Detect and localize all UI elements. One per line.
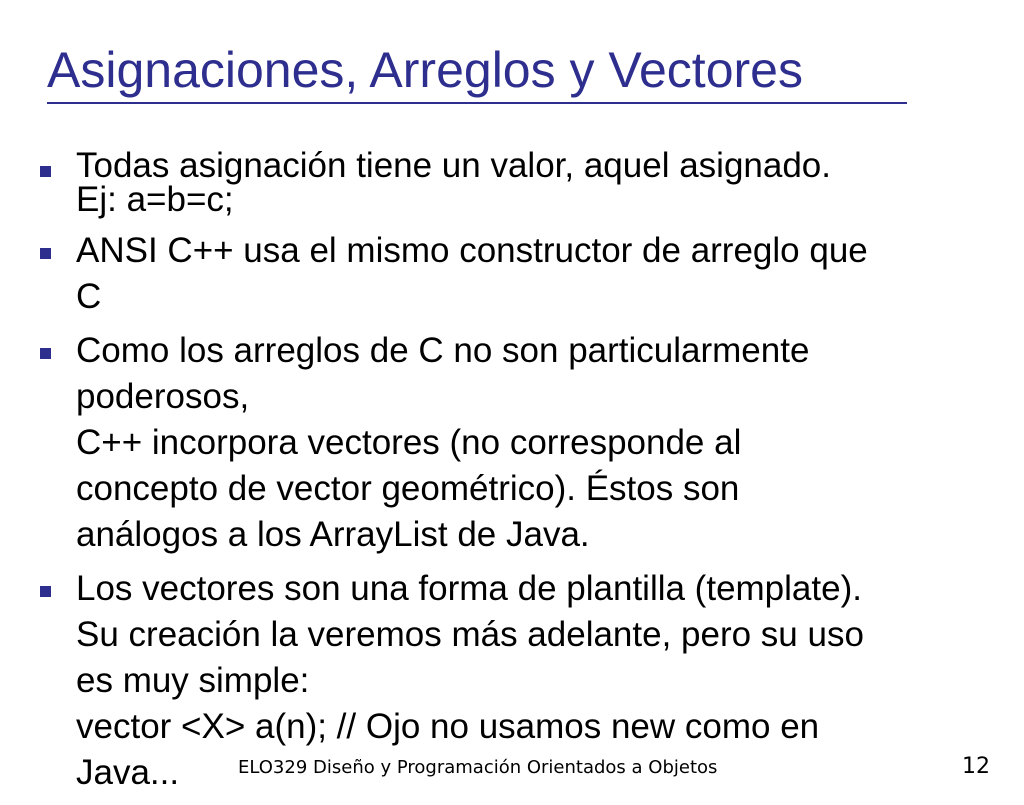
bullet-line: es muy simple: (76, 661, 310, 700)
title-underline (47, 102, 907, 104)
bullet-item (38, 328, 1008, 558)
bullet-line: Como los arreglos de C no son particularmente (76, 331, 810, 370)
bullet-line: poderosos, (76, 377, 250, 416)
bullet-line: Todas asignación tiene un valor, aquel asignado. (76, 146, 831, 185)
bullet-line: Los vectores son una forma de plantilla (template). (76, 569, 862, 608)
square-bullet-icon (40, 166, 51, 177)
bullet-line: vector <X> a(n); // Ojo no usamos new como en (76, 707, 820, 746)
bullet-line: Ej: a=b=c; (76, 180, 234, 219)
bullet-line: C (76, 277, 102, 316)
bullet-line: concepto de vector geométrico). Éstos son (76, 469, 740, 508)
bullet-item (38, 146, 1008, 220)
bullet-line: Su creación la veremos más adelante, pero su uso (76, 615, 864, 654)
page-number: 12 (962, 754, 990, 779)
bullet-item (38, 228, 1008, 320)
bullet-line: Java... (76, 753, 180, 792)
bullet-list (38, 146, 1008, 804)
slide-footer: ELO329 Diseño y Programación Orientados a Objetos (238, 757, 718, 778)
square-bullet-icon (40, 586, 51, 597)
slide-title: Asignaciones, Arreglos y Vectores (47, 42, 803, 98)
bullet-line: C++ incorpora vectores (no corresponde al (76, 423, 742, 462)
bullet-line: análogos a los ArrayList de Java. (76, 515, 590, 554)
bullet-line: ANSI C++ usa el mismo constructor de arreglo que (76, 231, 868, 270)
square-bullet-icon (40, 348, 51, 359)
square-bullet-icon (40, 248, 51, 259)
